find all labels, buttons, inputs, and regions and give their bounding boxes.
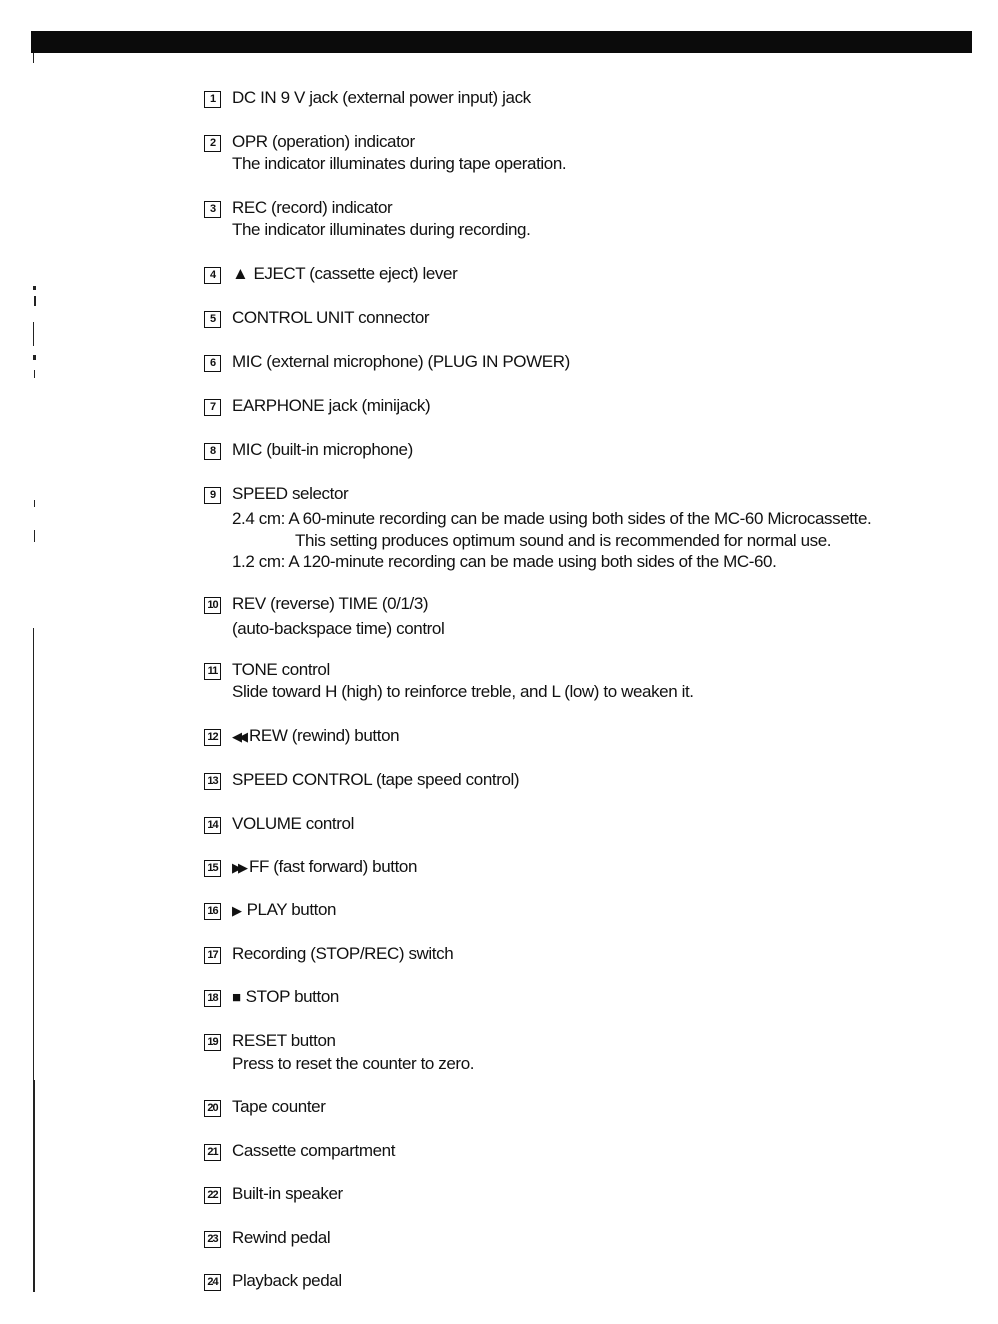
rewind-icon: ◀◀ (232, 729, 244, 744)
speed-1-2-description: 1.2 cm: A 120-minute recording can be made using both sides of the MC-60. (232, 552, 777, 571)
item-number: 17 (204, 947, 221, 964)
item-title: MIC (external microphone) (PLUG IN POWER) (232, 352, 570, 371)
stop-icon: ■ (232, 989, 241, 1006)
item-title: DC IN 9 V jack (external power input) jack (232, 88, 531, 107)
item-number: 4 (204, 267, 221, 284)
item-title: VOLUME control (232, 814, 354, 833)
play-icon: ▶ (232, 903, 242, 918)
item-title: MIC (built-in microphone) (232, 440, 413, 459)
item-number: 20 (204, 1100, 221, 1117)
margin-mark (34, 530, 35, 542)
item-title: TONE control (232, 660, 330, 679)
item-number: 2 (204, 135, 221, 152)
margin-mark (33, 286, 36, 290)
item-title-row (232, 726, 399, 746)
item-title: RESET button (232, 1031, 336, 1050)
item-number: 21 (204, 1144, 221, 1161)
header-bar (31, 31, 972, 53)
item-number: 24 (204, 1274, 221, 1291)
item-title: SPEED selector (232, 484, 349, 503)
item-number: 3 (204, 201, 221, 218)
item-title: PLAY button (246, 900, 337, 919)
margin-mark (33, 53, 34, 63)
item-title: Playback pedal (232, 1271, 342, 1290)
item-number: 13 (204, 773, 221, 790)
item-title-row (232, 987, 339, 1007)
item-number: 11 (204, 663, 221, 680)
item-title: CONTROL UNIT connector (232, 308, 430, 327)
item-number: 9 (204, 487, 221, 504)
item-title-row (232, 857, 417, 877)
item-title: FF (fast forward) button (249, 857, 418, 876)
item-number: 6 (204, 355, 221, 372)
item-number: 8 (204, 443, 221, 460)
item-title: Rewind pedal (232, 1228, 331, 1247)
item-description: The indicator illuminates during recording. (232, 220, 531, 239)
item-title: SPEED CONTROL (tape speed control) (232, 770, 520, 789)
item-title-row (232, 264, 457, 284)
item-number: 10 (204, 597, 221, 614)
item-description: Slide toward H (high) to reinforce treble, and L (low) to weaken it. (232, 682, 694, 701)
item-number: 23 (204, 1231, 221, 1248)
item-number: 22 (204, 1187, 221, 1204)
item-number: 5 (204, 311, 221, 328)
margin-mark (33, 1080, 35, 1292)
item-title: OPR (operation) indicator (232, 132, 415, 151)
item-description: The indicator illuminates during tape operation. (232, 154, 567, 173)
item-title: EJECT (cassette eject) lever (253, 264, 458, 283)
margin-mark (34, 370, 35, 378)
margin-mark (33, 322, 34, 346)
item-number: 1 (204, 91, 221, 108)
margin-mark (34, 296, 36, 306)
item-title: REC (record) indicator (232, 198, 393, 217)
item-number: 16 (204, 903, 221, 920)
speed-2-4-description: 2.4 cm: A 60-minute recording can be made using both sides of the MC-60 Microcassette. (232, 509, 872, 528)
margin-mark (33, 355, 36, 360)
fast-forward-icon: ▶▶ (232, 860, 244, 875)
item-title-row (232, 900, 336, 920)
item-title: Tape counter (232, 1097, 326, 1116)
margin-mark (34, 500, 35, 507)
item-title: EARPHONE jack (minijack) (232, 396, 431, 415)
item-title: Recording (STOP/REC) switch (232, 944, 454, 963)
item-description: Press to reset the counter to zero. (232, 1054, 475, 1073)
item-number: 19 (204, 1034, 221, 1051)
item-title: STOP button (245, 987, 339, 1006)
item-number: 15 (204, 860, 221, 877)
eject-icon: ▲ (232, 264, 249, 283)
item-number: 7 (204, 399, 221, 416)
margin-mark (33, 628, 34, 1080)
item-title: Built-in speaker (232, 1184, 343, 1203)
item-number: 12 (204, 729, 221, 746)
item-title: REW (rewind) button (249, 726, 400, 745)
item-title: Cassette compartment (232, 1141, 396, 1160)
item-description: (auto-backspace time) control (232, 619, 445, 638)
item-number: 14 (204, 817, 221, 834)
item-number: 18 (204, 990, 221, 1007)
speed-2-4-continuation: This setting produces optimum sound and is recommended for normal use. (295, 531, 832, 550)
item-title: REV (reverse) TIME (0/1/3) (232, 594, 429, 613)
